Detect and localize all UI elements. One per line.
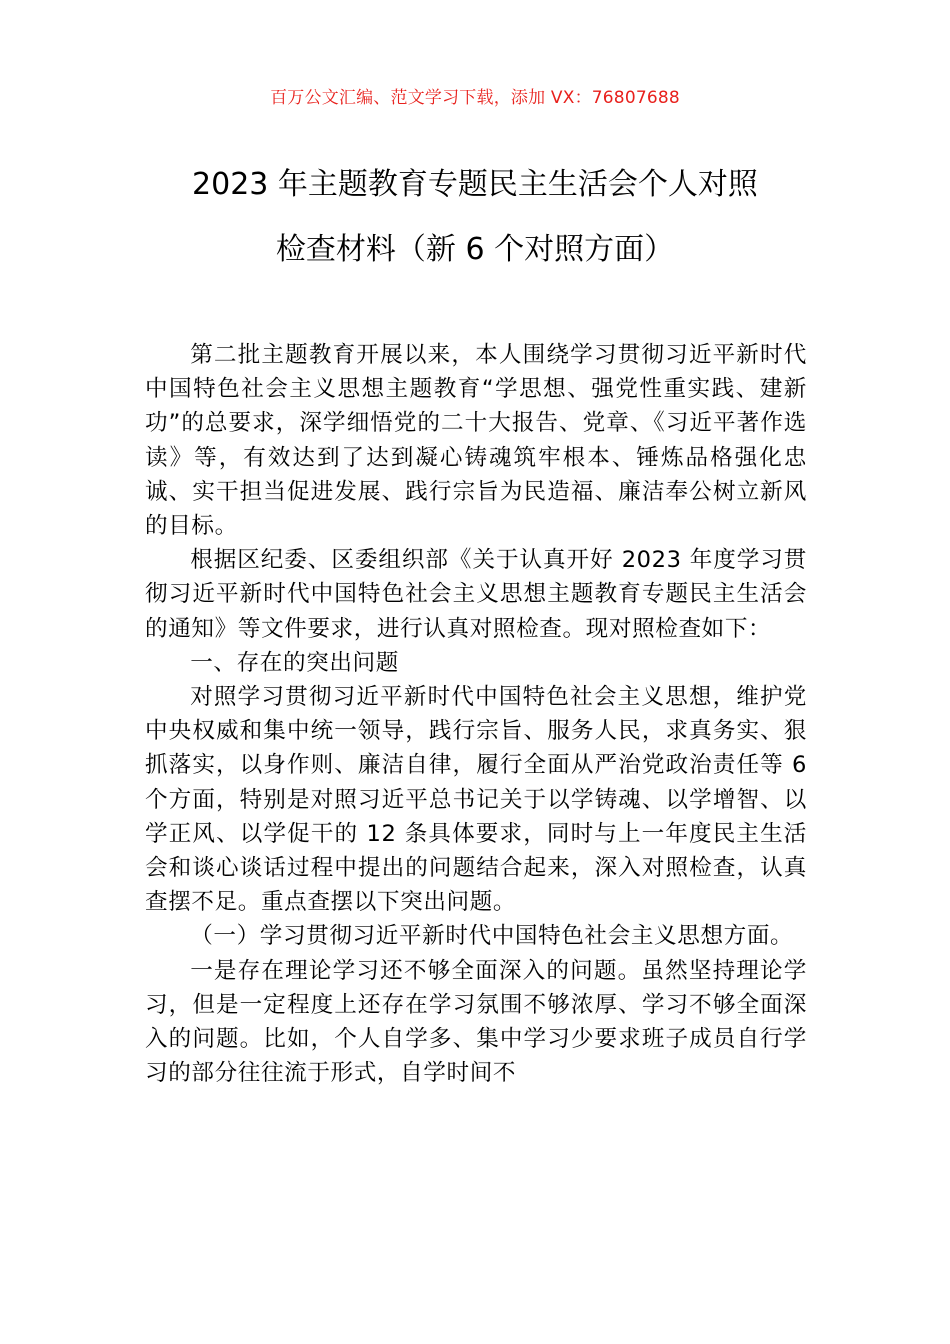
- title-line-2: 检查材料（新 6 个对照方面）: [275, 232, 675, 267]
- paragraph-issue-1: 一是存在理论学习还不够全面深入的问题。虽然坚持理论学习，但是一定程度上还存在学习氛围不够浓厚、学习不够全面深入的问题。比如，个人自学多、集中学习少要求班子成员自行学习的部分往往流于形式，自学时间不: [145, 957, 807, 1087]
- document-title: [145, 152, 805, 282]
- paragraph-overview: 对照学习贯彻习近平新时代中国特色社会主义思想，维护党中央权威和集中统一领导，践行宗旨、服务人民，求真务实、狠抓落实，以身作则、廉洁自律，履行全面从严治党政治责任等 6 个方面，特别是对照习近平总书记关于以学铸魂、以学增智、以学正风、以学促干的 12 条具体要求，同时与上一年度民主生活会和谈心谈话过程中提出的问题结合起来，深入对照检查，认真查摆不足。重点查摆以下突出问题。: [145, 684, 807, 916]
- document-body: [145, 338, 807, 1090]
- title-line-1: 2023 年主题教育专题民主生活会个人对照: [192, 167, 758, 202]
- watermark-header: 百万公文汇编、范文学习下载，添加 VX：76807688: [270, 88, 680, 108]
- paragraph-intro: 第二批主题教育开展以来，本人围绕学习贯彻习近平新时代中国特色社会主义思想主题教育“学思想、强党性重实践、建新功”的总要求，深学细悟党的二十大报告、党章、《习近平著作选读》等，有效达到了达到凝心铸魂筑牢根本、锤炼品格强化忠诚、实干担当促进发展、践行宗旨为民造福、廉洁奉公树立新风的目标。: [145, 342, 807, 540]
- paragraph-basis: 根据区纪委、区委组织部《关于认真开好 2023 年度学习贯彻习近平新时代中国特色社会主义思想主题教育专题民主生活会的通知》等文件要求，进行认真对照检查。现对照检查如下：: [145, 547, 807, 642]
- section-heading-1: 一、存在的突出问题: [190, 649, 399, 676]
- subsection-heading-1: （一）学习贯彻习近平新时代中国特色社会主义思想方面。: [190, 923, 794, 950]
